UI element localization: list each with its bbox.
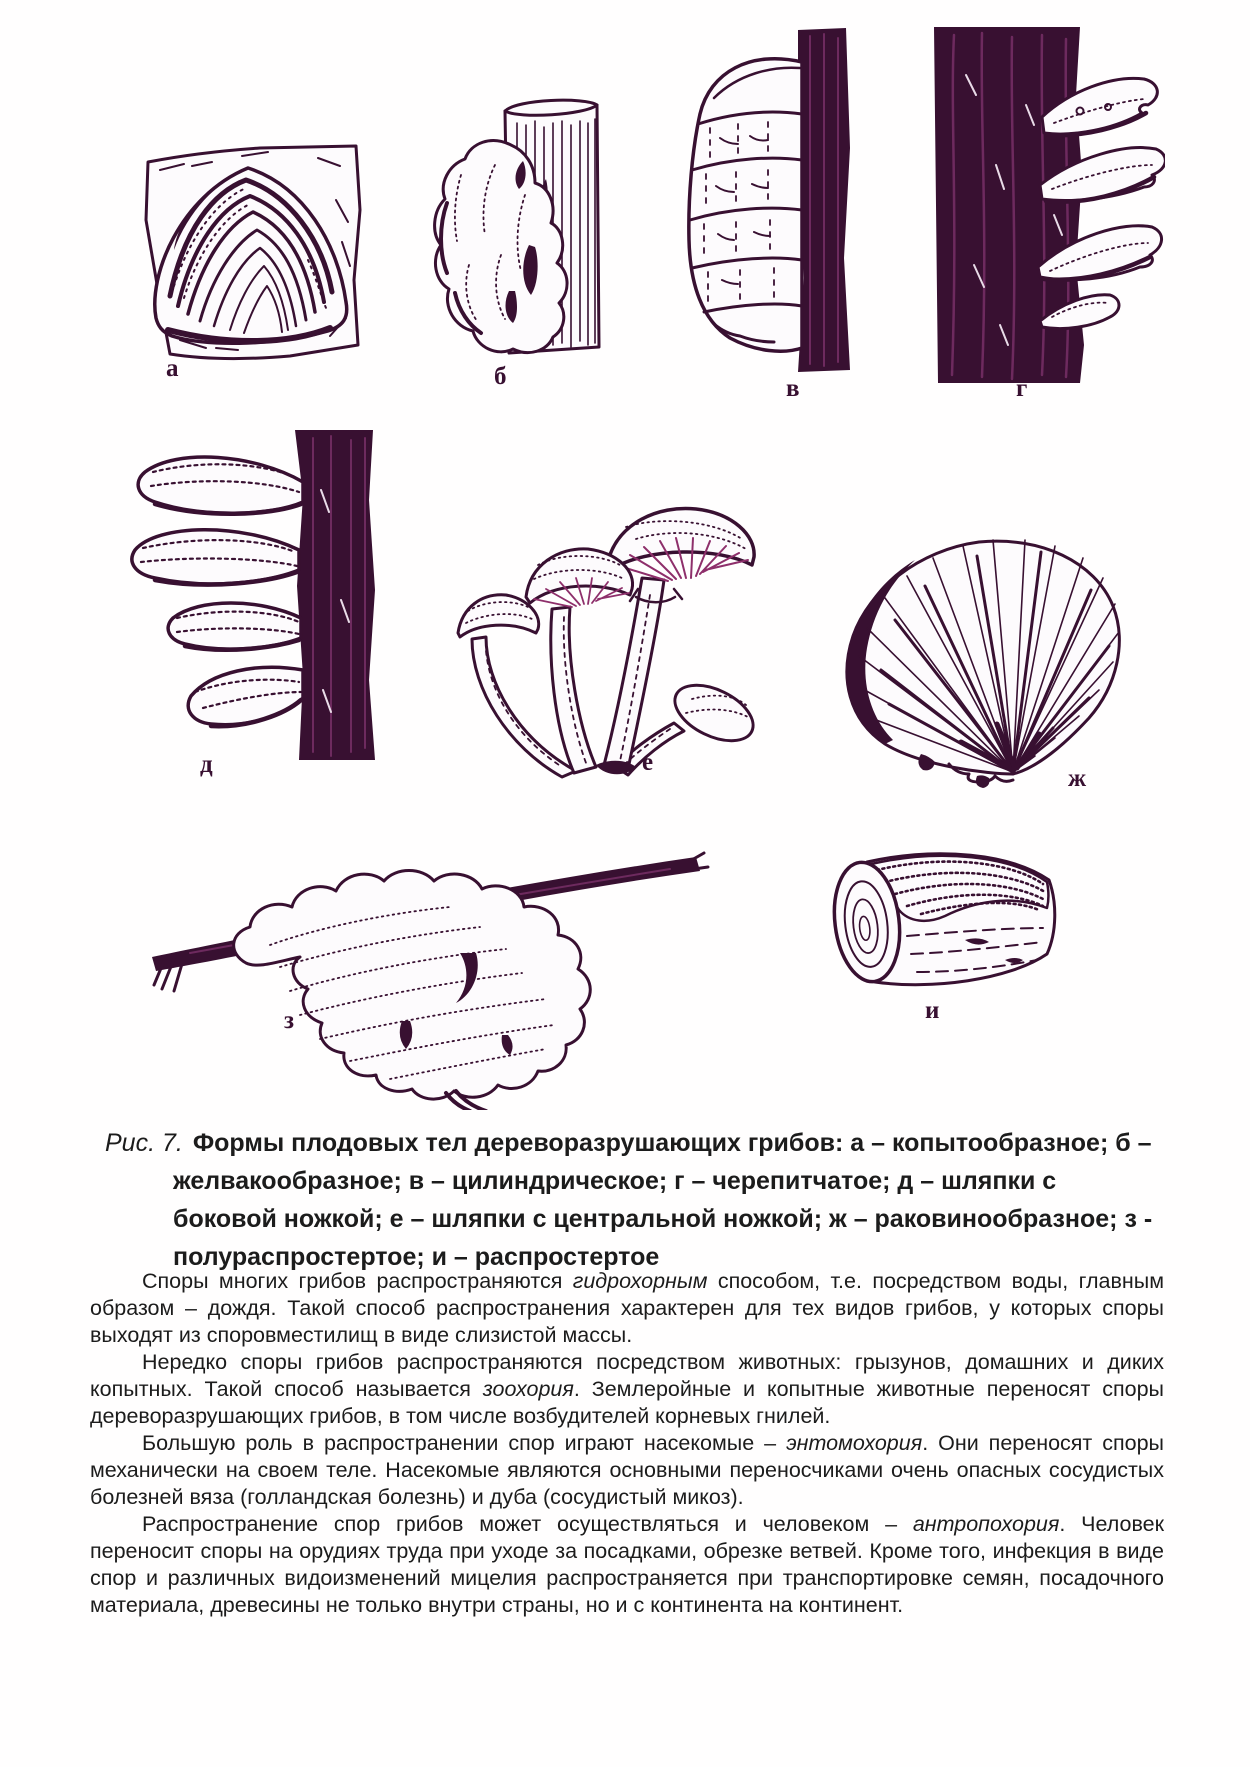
figure-caption [105, 1124, 1158, 1276]
term-hydrochory: гидрохорным [572, 1269, 708, 1293]
illustration-a-hoof-shaped [140, 140, 370, 385]
illustration-e-central-stalk-caps [430, 485, 765, 780]
body-text [90, 1268, 1164, 1619]
paragraph-zoochory [90, 1349, 1164, 1430]
paragraph-text: . Они переносят споры механически на своем теле. Насекомые являются основными переносчиками очень опасных сосудистых болезней вяза (голландская болезнь) и дуба (сосудистый микоз). [90, 1431, 1164, 1509]
figure-label-i: и [925, 997, 940, 1024]
figure-label-g: г [1016, 375, 1028, 402]
term-entomochory: энтомохория [786, 1431, 923, 1455]
paragraph-entomochory [90, 1430, 1164, 1511]
paragraph-anthropochory [90, 1511, 1164, 1619]
figure-label-a: а [166, 355, 179, 382]
illustration-i-resupinate [815, 840, 1065, 995]
figure-caption-number: Рис. 7. [105, 1129, 183, 1157]
term-zoochory: зоохория [482, 1377, 574, 1401]
illustration-d-lateral-stalk-caps [125, 430, 390, 760]
paragraph-text: способом, т.е. посредством воды, главным образом – дождя. Такой способ распространения характерен для тех видов грибов, у которых споры выходят из споровместилищ в виде слизистой массы. [90, 1269, 1164, 1347]
paragraph-text: . Землеройные и копытные животные переносят споры дереворазрушающих грибов, в том числе возбудителей корневых гнилей. [90, 1377, 1164, 1428]
term-anthropochory: антропохория [912, 1512, 1060, 1536]
paragraph-text: Нередко споры грибов распространяются посредством животных: грызунов, домашних и диких копытных. Такой способ называется [90, 1350, 1164, 1401]
illustration-z-semi-resupinate [150, 835, 710, 1110]
paragraph-text: Большую роль в распространении спор играют насекомые – [142, 1431, 787, 1455]
illustration-v-cylindrical [680, 28, 855, 373]
illustration-b-tuber-shaped [425, 95, 605, 360]
illustration-zh-shell-shaped [801, 528, 1131, 788]
figure-label-z: з [284, 1007, 295, 1034]
figure-label-b: б [494, 363, 507, 390]
paragraph-text: . Человек переносит споры на орудиях труда при уходе за посадками, обрезке ветвей. Кроме того, инфекция в виде спор и различных видоизменений мицелия распространяется при транспортировке семян, посадочного материала, древесины не только внутри страны, но и с континента на континент. [90, 1512, 1164, 1617]
paragraph-text: Распространение спор грибов может осуществляться и человеком – [142, 1512, 913, 1536]
figure-label-zh: ж [1068, 765, 1087, 792]
figure-label-v: в [786, 375, 800, 402]
paragraph-hydrochory [90, 1268, 1164, 1349]
paragraph-text: Споры многих грибов распространяются [142, 1269, 573, 1293]
illustration-g-imbricate [930, 25, 1165, 385]
figure-caption-text: Формы плодовых тел дереворазрушающих грибов: а – копытообразное; б – желвакообразное; в – цилиндрическое; г – черепитчатое; д – шляпки с боковой ножкой; е – шляпки с центральной ножкой; ж – раковинообразное; з - полураспростертое; и – распростертое [173, 1129, 1153, 1271]
figure-label-d: д [200, 751, 213, 778]
figure-label-e: е [642, 749, 654, 776]
